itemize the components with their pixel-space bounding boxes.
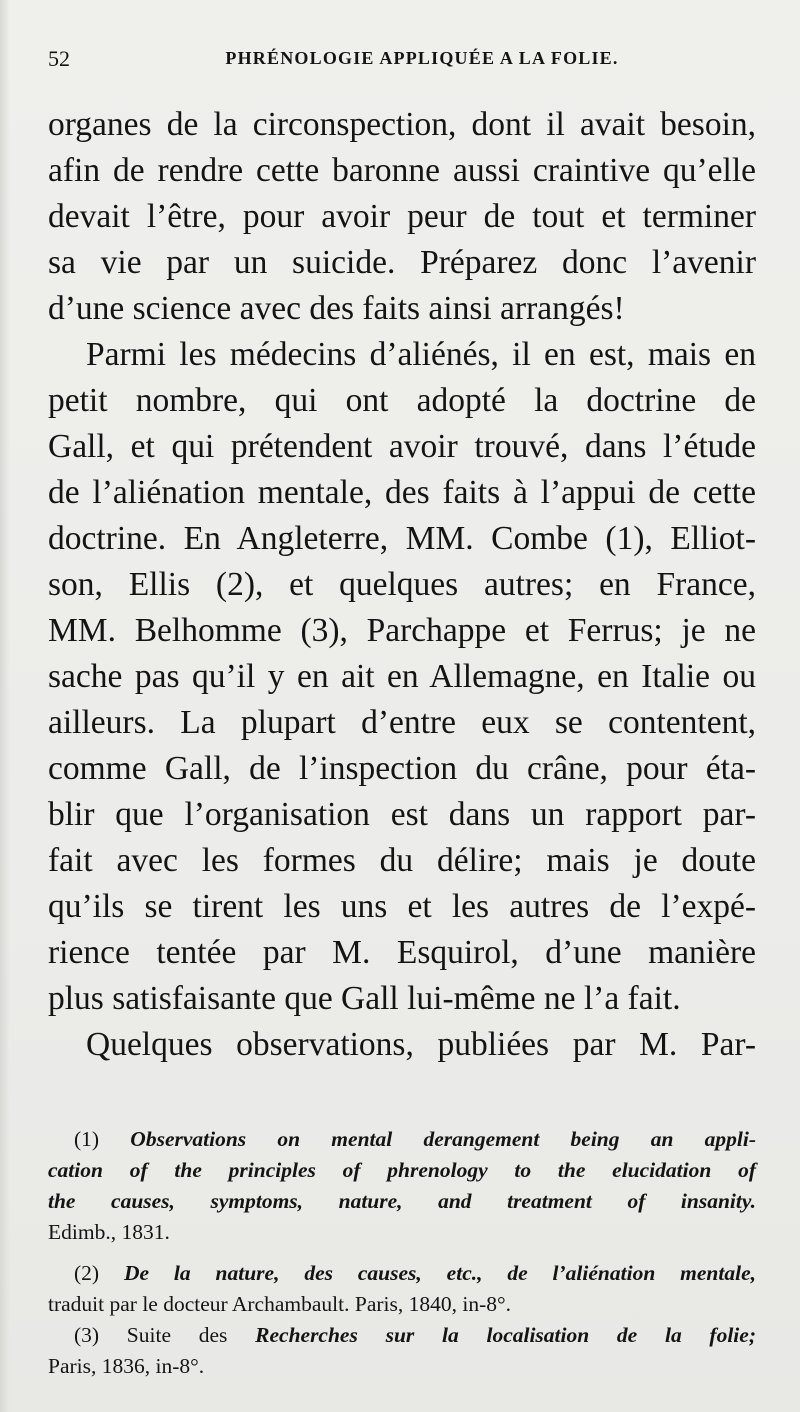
footnote xyxy=(48,1124,756,1248)
text-line: organes de la circonspection, dont il avait besoin, xyxy=(48,106,756,143)
footnotes xyxy=(48,1124,756,1382)
text-line: ailleurs. La plupart d’entre eux se contentent, xyxy=(48,704,756,741)
page-number: 52 xyxy=(48,46,70,71)
text-line: fait avec les formes du délire; mais je doute xyxy=(48,842,756,879)
footnote-text: Edimb., 1831. xyxy=(48,1220,170,1244)
body-text xyxy=(48,102,756,1068)
text-line: d’une science avec des faits ainsi arrangés! xyxy=(48,290,625,327)
running-head-title: PHRÉNOLOGIE APPLIQUÉE A LA FOLIE. xyxy=(225,48,619,68)
italic-text: the causes, symptoms, nature, and treatment of insanity. xyxy=(48,1189,756,1213)
text-line: afin de rendre cette baronne aussi craintive qu’elle xyxy=(48,152,756,189)
footnote-text: (2) xyxy=(74,1261,124,1285)
text-line: plus satisfaisante que Gall lui-même ne l’a fait. xyxy=(48,980,681,1017)
text-line: doctrine. En Angleterre, MM. Combe (1), Elliot- xyxy=(48,520,756,557)
text-line: sache pas qu’il y en ait en Allemagne, en Italie ou xyxy=(48,658,756,695)
footnote-line xyxy=(48,1217,756,1248)
text-line: rience tentée par M. Esquirol, d’une manière xyxy=(48,934,756,971)
text-line: qu’ils se tirent les uns et les autres de l’expé- xyxy=(48,888,756,925)
text-line: petit nombre, qui ont adopté la doctrine de xyxy=(48,382,756,419)
footnote-line xyxy=(48,1258,756,1289)
text-line: de l’aliénation mentale, des faits à l’appui de cette xyxy=(48,474,756,511)
italic-text: Recherches sur la localisation de la folie; xyxy=(255,1323,756,1347)
text-line: devait l’être, pour avoir peur de tout et terminer xyxy=(48,198,756,235)
text-line: sa vie par un suicide. Préparez donc l’avenir xyxy=(48,244,756,281)
footnote-line xyxy=(48,1186,756,1217)
footnote-line xyxy=(48,1289,756,1320)
footnote-line xyxy=(48,1155,756,1186)
text-line: Quelques observations, publiées par M. Par- xyxy=(86,1026,756,1063)
text-line: son, Ellis (2), et quelques autres; en France, xyxy=(48,566,756,603)
italic-text: De la nature, des causes, etc., de l’aliénation mentale, xyxy=(123,1261,757,1285)
footnote-text: (3) Suite des xyxy=(74,1323,256,1347)
italic-text: cation of the principles of phrenology to the elucidation of xyxy=(48,1158,756,1182)
page-gutter-shadow xyxy=(0,0,10,1412)
text-line: comme Gall, de l’inspection du crâne, pour éta- xyxy=(48,750,756,787)
text-line: blir que l’organisation est dans un rapport par- xyxy=(48,796,756,833)
footnote-text: Paris, 1836, in-8°. xyxy=(48,1354,205,1378)
footnote xyxy=(48,1320,756,1382)
running-head xyxy=(48,46,756,76)
italic-text: Observations on mental derangement being an appli- xyxy=(130,1127,756,1151)
footnote-line xyxy=(48,1351,756,1382)
footnote-line xyxy=(48,1124,756,1155)
footnote xyxy=(48,1258,756,1320)
text-line: MM. Belhomme (3), Parchappe et Ferrus; je ne xyxy=(48,612,756,649)
text-line: Gall, et qui prétendent avoir trouvé, dans l’étude xyxy=(48,428,756,465)
text-line: Parmi les médecins d’aliénés, il en est, mais en xyxy=(86,336,756,373)
footnote-line xyxy=(48,1320,756,1351)
footnote-text: (1) xyxy=(74,1127,131,1151)
footnote-text: traduit par le docteur Archambault. Paris, 1840, in-8°. xyxy=(48,1292,511,1316)
